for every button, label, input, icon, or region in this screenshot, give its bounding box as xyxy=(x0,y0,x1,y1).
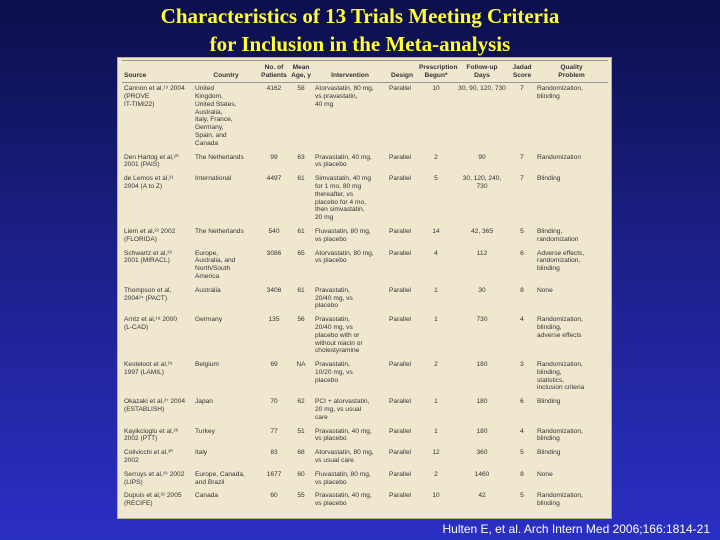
quality-cell: Randomization, blinding, statistics, inclusion criteria xyxy=(537,361,585,392)
followup-cell: 90 xyxy=(478,153,486,161)
patients-cell: 99 xyxy=(270,153,278,161)
quality-cell: Randomization, blinding xyxy=(537,85,583,100)
prescription-cell: 2 xyxy=(434,153,438,161)
country-cell: United Kingdom, United States, Australia, Italy, France, Germany, Spain, and Canada xyxy=(195,85,237,147)
source-cell: Liem et al,²² 2002 (FLORIDA) xyxy=(124,227,176,243)
country-cell: Germany xyxy=(195,316,223,324)
patients-cell: 540 xyxy=(268,227,280,235)
intervention-cell: Atorvastatin, 80 mg, vs usual care xyxy=(315,449,374,465)
patients-cell: 3086 xyxy=(266,249,282,257)
prescription-cell: 10 xyxy=(432,492,440,500)
table-row xyxy=(122,355,608,392)
prescription-cell: 5 xyxy=(434,175,438,183)
followup-cell: 30, 90, 120, 730 xyxy=(458,85,506,93)
prescription-cell: 1 xyxy=(434,427,438,435)
age-cell: 60 xyxy=(297,470,305,478)
table-row xyxy=(122,244,608,281)
design-cell: Parallel xyxy=(389,153,411,161)
slide-title xyxy=(0,2,720,58)
age-cell: 62 xyxy=(297,398,305,406)
design-cell: Parallel xyxy=(389,249,411,257)
design-cell: Parallel xyxy=(389,398,411,406)
header-age: Mean Age, y xyxy=(289,61,313,83)
source-cell: Serruys et al,²⁹ 2002 (LIPS) xyxy=(124,470,185,486)
intervention-cell: Fluvastatin, 80 mg, vs placebo xyxy=(315,470,371,486)
prescription-cell: 1 xyxy=(434,286,438,294)
prescription-cell: 12 xyxy=(432,449,440,457)
quality-cell: Blinding xyxy=(537,398,561,406)
patients-cell: 135 xyxy=(268,316,280,324)
table-row xyxy=(122,281,608,310)
age-cell: NA xyxy=(296,361,306,369)
quality-cell: None xyxy=(537,286,553,294)
followup-cell: 180 xyxy=(476,398,488,406)
design-cell: Parallel xyxy=(389,227,411,235)
followup-cell: 30, 120, 240, 730 xyxy=(462,175,502,190)
header-prescription: Prescription Begun* xyxy=(417,61,455,83)
citation: Hulten E, et al. Arch Intern Med 2006;166:1814-21 xyxy=(442,522,710,536)
intervention-cell: Pravastatin, 40 mg, vs placebo xyxy=(315,153,372,169)
age-cell: 61 xyxy=(297,227,305,235)
intervention-cell: Pravastatin, 20/40 mg, vs placebo with or without niacin or cholestyramine xyxy=(315,316,363,355)
age-cell: 56 xyxy=(297,316,305,324)
source-cell: Colivicchi et al,³⁰ 2002 xyxy=(124,449,173,465)
header-design: Design xyxy=(387,61,417,83)
prescription-cell: 14 xyxy=(432,227,440,235)
age-cell: 61 xyxy=(297,175,305,183)
jadad-cell: 5 xyxy=(520,227,524,235)
quality-cell: Randomization, blinding xyxy=(537,492,583,508)
patients-cell: 3408 xyxy=(266,286,282,294)
design-cell: Parallel xyxy=(389,286,411,294)
table-row xyxy=(122,486,608,508)
prescription-cell: 1 xyxy=(434,398,438,406)
slide-title-line-1: Characteristics of 13 Trials Meeting Criteria xyxy=(160,4,560,28)
prescription-cell: 2 xyxy=(434,361,438,369)
intervention-cell: Atorvastatin, 80 mg, vs placebo xyxy=(315,249,374,265)
followup-cell: 180 xyxy=(476,361,488,369)
jadad-cell: 5 xyxy=(520,449,524,457)
table-row xyxy=(122,465,608,487)
quality-cell: Adverse effects, randomization, blinding xyxy=(537,249,585,273)
jadad-cell: 7 xyxy=(520,85,524,93)
source-cell: Den Hartog et al,²⁰ 2001 (PAIS) xyxy=(124,153,179,169)
patients-cell: 70 xyxy=(270,398,278,406)
design-cell: Parallel xyxy=(389,175,411,183)
age-cell: 63 xyxy=(297,153,305,161)
intervention-cell: PCI + atorvastatin, 20 mg, vs usual care xyxy=(315,398,370,421)
country-cell: Japan xyxy=(195,398,213,406)
jadad-cell: 7 xyxy=(520,175,524,183)
design-cell: Parallel xyxy=(389,316,411,324)
source-cell: Cannon et al,¹⁹ 2004 (PROVE IT-TIMI22) xyxy=(124,85,185,108)
age-cell: 65 xyxy=(297,249,305,257)
prescription-cell: 1 xyxy=(434,316,438,324)
quality-cell: Blinding xyxy=(537,175,561,183)
source-cell: Schwartz et al,²³ 2001 (MIRACL) xyxy=(124,249,172,265)
table-row xyxy=(122,310,608,355)
trials-table xyxy=(122,60,608,508)
age-cell: 55 xyxy=(297,492,305,500)
patients-cell: 4497 xyxy=(266,175,282,183)
table-row xyxy=(122,392,608,421)
intervention-cell: Pravastatin, 40 mg, vs placebo xyxy=(315,427,372,443)
source-cell: Kayikcioglu et al,²⁶ 2002 (PTT) xyxy=(124,427,179,443)
source-cell: Thompson et al, 2004²⁴ (PACT) xyxy=(124,286,172,302)
prescription-cell: 4 xyxy=(434,249,438,257)
followup-cell: 112 xyxy=(476,249,488,257)
country-cell: International xyxy=(195,175,232,183)
jadad-cell: 6 xyxy=(520,249,524,257)
table-row xyxy=(122,443,608,465)
header-patients: No. of Patients xyxy=(259,61,289,83)
followup-cell: 42, 365 xyxy=(471,227,493,235)
intervention-cell: Pravastatin, 10/20 mg, vs placebo xyxy=(315,361,353,384)
patients-cell: 1677 xyxy=(266,470,282,478)
header-followup: Follow-up Days xyxy=(455,61,509,83)
table-row xyxy=(122,169,608,222)
design-cell: Parallel xyxy=(389,427,411,435)
header-source: Source xyxy=(122,61,193,83)
age-cell: 51 xyxy=(297,427,305,435)
quality-cell: None xyxy=(537,470,553,478)
intervention-cell: Fluvastatin, 80 mg, vs placebo xyxy=(315,227,371,243)
source-cell: Kesteloot et al,²⁵ 1997 (LAMIL) xyxy=(124,361,173,376)
intervention-cell: Simvastatin, 40 mg for 1 mo, 80 mg thereafter, vs placebo for 4 mo, then simvastatin, 20 mg xyxy=(315,175,372,222)
age-cell: 58 xyxy=(297,85,305,93)
country-cell: Europe, Canada, and Brazil xyxy=(195,470,245,486)
country-cell: Europe, Australia, and North/South America xyxy=(195,249,236,280)
jadad-cell: 5 xyxy=(520,492,524,500)
source-cell: Arntz et al,¹⁸ 2000 (L-CAD) xyxy=(124,316,177,331)
intervention-cell: Pravastatin, 40 mg, vs placebo xyxy=(315,492,372,508)
table-header-row xyxy=(122,61,608,83)
jadad-cell: 8 xyxy=(520,470,524,478)
country-cell: Canada xyxy=(195,492,219,500)
jadad-cell: 7 xyxy=(520,153,524,161)
intervention-cell: Pravastatin, 20/40 mg, vs placebo xyxy=(315,286,353,310)
source-cell: Dupuis et al,³¹ 2005 (RECIFE) xyxy=(124,492,182,508)
source-cell: Okazaki et al,²⁷ 2004 (ESTABLISH) xyxy=(124,398,186,414)
patients-cell: 60 xyxy=(270,492,278,500)
design-cell: Parallel xyxy=(389,361,411,369)
jadad-cell: 3 xyxy=(520,361,524,369)
country-cell: The Netherlands xyxy=(195,153,244,161)
design-cell: Parallel xyxy=(389,85,411,93)
table-row xyxy=(122,422,608,444)
followup-cell: 730 xyxy=(476,316,488,324)
quality-cell: Blinding, randomization xyxy=(537,227,579,243)
design-cell: Parallel xyxy=(389,470,411,478)
source-cell: de Lemos et al,²¹ 2004 (A to Z) xyxy=(124,175,174,190)
age-cell: 61 xyxy=(297,286,305,294)
jadad-cell: 4 xyxy=(520,316,524,324)
followup-cell: 42 xyxy=(478,492,486,500)
header-country: Country xyxy=(193,61,259,83)
quality-cell: Randomization, blinding xyxy=(537,427,583,443)
country-cell: Australia xyxy=(195,286,221,294)
header-quality: Quality Problem xyxy=(535,61,608,83)
table-body xyxy=(122,83,608,508)
quality-cell: Randomization, blinding, adverse effects xyxy=(537,316,583,339)
table-row xyxy=(122,148,608,170)
trials-table-panel xyxy=(117,57,612,519)
prescription-cell: 2 xyxy=(434,470,438,478)
quality-cell: Blinding xyxy=(537,449,561,457)
age-cell: 68 xyxy=(297,449,305,457)
header-intervention: Intervention xyxy=(313,61,387,83)
quality-cell: Randomization xyxy=(537,153,581,161)
patients-cell: 69 xyxy=(270,361,278,369)
patients-cell: 4162 xyxy=(266,85,282,93)
jadad-cell: 8 xyxy=(520,286,524,294)
followup-cell: 1460 xyxy=(474,470,490,478)
slide-title-line-2: for Inclusion in the Meta-analysis xyxy=(209,32,511,56)
table-row xyxy=(122,83,608,148)
followup-cell: 30 xyxy=(478,286,486,294)
country-cell: The Netherlands xyxy=(195,227,244,235)
patients-cell: 77 xyxy=(270,427,278,435)
followup-cell: 360 xyxy=(476,449,488,457)
country-cell: Italy xyxy=(195,449,208,457)
jadad-cell: 6 xyxy=(520,398,524,406)
prescription-cell: 10 xyxy=(432,85,440,93)
design-cell: Parallel xyxy=(389,449,411,457)
country-cell: Belgium xyxy=(195,361,219,369)
intervention-cell: Atorvastatin, 80 mg, vs pravastatin, 40 mg xyxy=(315,85,374,108)
country-cell: Turkey xyxy=(195,427,215,435)
design-cell: Parallel xyxy=(389,492,411,500)
table-row xyxy=(122,222,608,244)
patients-cell: 83 xyxy=(270,449,278,457)
header-jadad: Jadad Score xyxy=(509,61,535,83)
jadad-cell: 4 xyxy=(520,427,524,435)
followup-cell: 180 xyxy=(476,427,488,435)
